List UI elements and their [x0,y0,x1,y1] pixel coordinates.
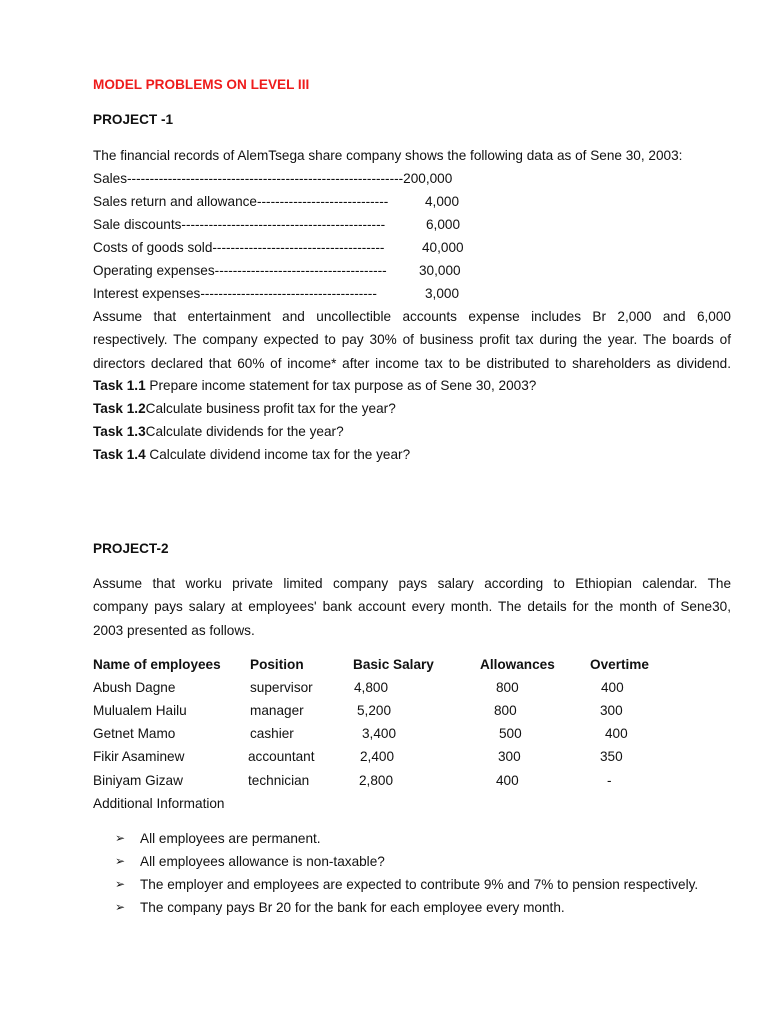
item-leader: --------------------------------------------- [181,217,386,232]
task-item [93,424,344,439]
cell-name: Biniyam Gizaw [93,773,183,788]
item-label: Sales [93,171,128,186]
assumption-line: respectively. The company expected to pay 30% of business profit tax during the year. The boards of [93,332,731,347]
cell-position: accountant [248,749,315,764]
assumption-line: Assume that entertainment and uncollectible accounts expense includes Br 2,000 and 6,000 [93,309,731,324]
item-leader: ----------------------------- [256,194,389,209]
cell-name: Getnet Mamo [93,726,176,741]
financial-item [93,217,385,232]
bullet-text: The employer and employees are expected to contribute 9% and 7% to pension respectively. [140,877,699,892]
item-label: Costs of goods sold [93,240,213,255]
cell-overtime: 400 [601,680,624,695]
item-value: 30,000 [419,263,461,278]
additional-information-label: Additional Information [93,796,225,811]
col-header-position: Position [250,657,304,672]
bullet-item [93,900,731,920]
cell-position: technician [248,773,310,788]
bullet-text: All employees are permanent. [140,831,321,846]
item-value: 40,000 [422,240,464,255]
project2-intro-line: Assume that worku private limited company pays salary according to Ethiopian calendar. The [93,576,731,591]
cell-position: cashier [250,726,294,741]
cell-overtime: 300 [600,703,623,718]
task-text: Calculate business profit tax for the year? [145,401,396,416]
cell-allowances: 800 [496,680,519,695]
task-label: Task 1.1 [93,378,146,393]
financial-item [93,240,384,255]
cell-overtime: - [607,773,612,788]
task-text: Calculate dividends for the year? [145,424,344,439]
col-header-name: Name of employees [93,657,221,672]
financial-item [93,263,387,278]
bullet-item [93,854,731,874]
financial-item [93,194,388,209]
cell-allowances: 800 [494,703,517,718]
project1-heading: PROJECT -1 [93,112,174,127]
cell-basic-salary: 4,800 [354,680,389,695]
item-leader: -------------------------------------- [214,263,387,278]
item-value: 4,000 [425,194,460,209]
task-label: Task 1.3 [93,424,146,439]
task-item [93,378,536,393]
item-leader: ------------------------------------------------------------- [127,171,404,186]
cell-basic-salary: 3,400 [362,726,397,741]
item-value: 3,000 [425,286,460,301]
cell-overtime: 350 [600,749,623,764]
arrow-bullet-icon: ➢ [115,854,126,868]
task-label: Task 1.2 [93,401,146,416]
task-item [93,447,410,462]
item-label: Operating expenses [93,263,215,278]
project2-intro-line: company pays salary at employees' bank account every month. The details for the month of Sene30, [93,599,731,614]
task-text: Prepare income statement for tax purpose as of Sene 30, 2003? [145,378,537,393]
document-title: MODEL PROBLEMS ON LEVEL III [93,77,310,92]
cell-name: Abush Dagne [93,680,176,695]
cell-allowances: 300 [498,749,521,764]
cell-position: manager [250,703,304,718]
salary-table [93,657,731,797]
project1-intro: The financial records of AlemTsega share company shows the following data as of Sene 30, 2003: [93,148,683,163]
cell-allowances: 500 [499,726,522,741]
arrow-bullet-icon: ➢ [115,831,126,845]
item-label: Sale discounts [93,217,182,232]
bullet-item [93,831,731,851]
financial-item [93,171,452,186]
item-value: 6,000 [426,217,461,232]
item-leader: --------------------------------------- [200,286,377,301]
assumption-line: directors declared that 60% of income* after income tax to be distributed to shareholders as dividend. [93,356,731,371]
task-item [93,401,396,416]
cell-name: Fikir Asaminew [93,749,185,764]
arrow-bullet-icon: ➢ [115,877,126,891]
bullet-item [93,877,731,897]
task-text: Calculate dividend income tax for the year? [145,447,411,462]
arrow-bullet-icon: ➢ [115,900,126,914]
cell-position: supervisor [250,680,313,695]
item-value: 200,000 [403,171,453,186]
bullet-text: All employees allowance is non-taxable? [140,854,385,869]
financial-item [93,286,377,301]
cell-basic-salary: 2,800 [359,773,394,788]
bullet-text: The company pays Br 20 for the bank for each employee every month. [140,900,565,915]
item-leader: -------------------------------------- [212,240,385,255]
cell-overtime: 400 [605,726,628,741]
col-header-basic-salary: Basic Salary [353,657,434,672]
item-label: Interest expenses [93,286,201,301]
cell-basic-salary: 5,200 [357,703,392,718]
col-header-overtime: Overtime [590,657,649,672]
col-header-allowances: Allowances [480,657,555,672]
item-label: Sales return and allowance [93,194,257,209]
project2-heading: PROJECT-2 [93,541,169,556]
cell-name: Mulualem Hailu [93,703,187,718]
project2-intro-line: 2003 presented as follows. [93,623,255,638]
cell-basic-salary: 2,400 [360,749,395,764]
task-label: Task 1.4 [93,447,146,462]
cell-allowances: 400 [496,773,519,788]
